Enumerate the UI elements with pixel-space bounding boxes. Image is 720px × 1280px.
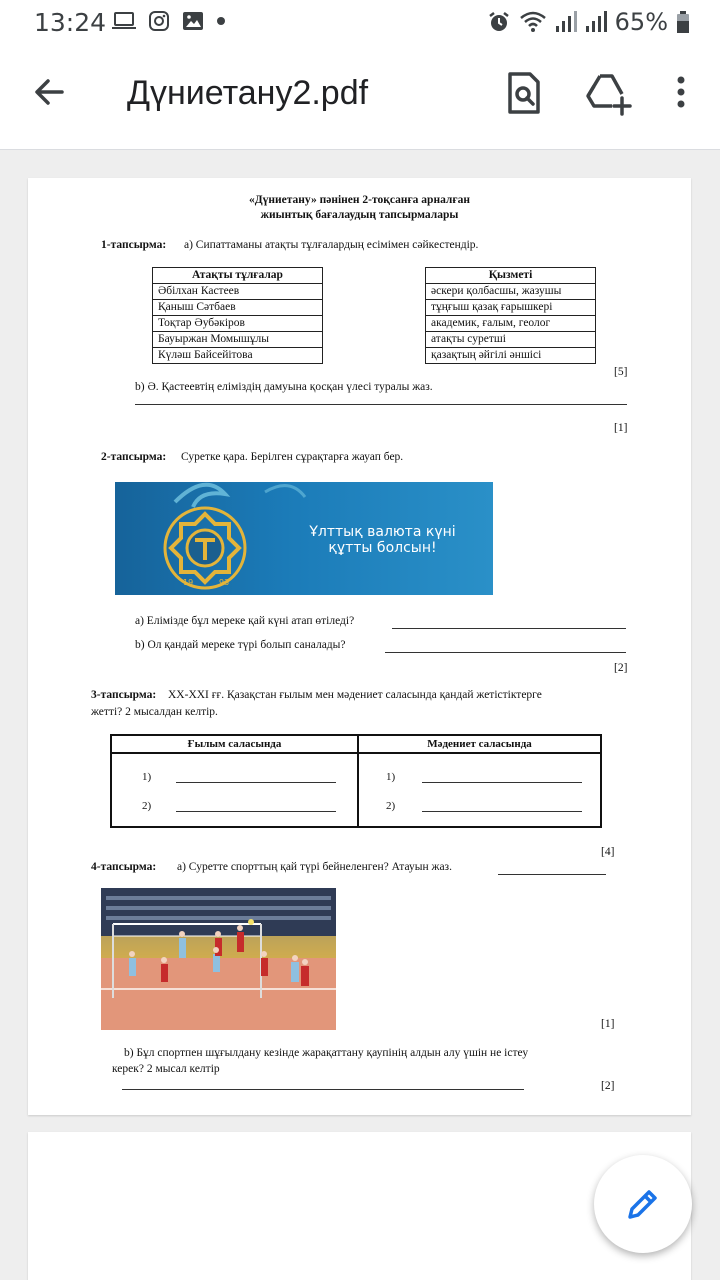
answer-line	[422, 811, 582, 812]
task4-b-line1: b) Бұл спортпен шұғылдану кезінде жарақаттану қаупінің алдын алу үшін не істеу	[124, 1047, 529, 1059]
battery-percent: 65%	[614, 8, 668, 36]
more-vert-icon	[666, 72, 696, 116]
volleyball-scene-icon	[101, 888, 336, 1030]
answer-line	[498, 874, 606, 875]
task3-score: [4]	[601, 846, 615, 858]
wifi-icon	[519, 10, 547, 34]
task1-b-text: b) Ә. Қастеевтің еліміздің дамуына қосқан үлесі туралы жаз.	[135, 381, 433, 393]
science-item-2-number: 2)	[142, 800, 152, 812]
back-button[interactable]	[28, 70, 72, 114]
banner-year-left: 19	[183, 578, 194, 587]
task2-label: 2-тапсырма:	[101, 451, 167, 463]
more-options-button[interactable]	[666, 72, 696, 116]
doc-title-line1: «Дүниетану» пәнінен 2-тоқсанға арналған	[249, 194, 470, 206]
achievements-table	[110, 734, 602, 828]
instagram-icon	[148, 10, 170, 32]
culture-item-2-number: 2)	[386, 800, 396, 812]
answer-line	[385, 652, 626, 653]
task1-score-a: [5]	[614, 366, 628, 378]
column-divider	[357, 736, 359, 826]
role-item: тұңғыш қазақ ғарышкері	[426, 300, 596, 316]
banner-line1: Ұлттық валюта күні	[309, 524, 456, 540]
pencil-icon	[625, 1186, 661, 1222]
task2-question-b: b) Ол қандай мереке түрі болып саналады?	[135, 639, 346, 651]
arrow-back-icon	[28, 70, 72, 114]
task3-text-line2: жетті? 2 мысалдан келтір.	[91, 706, 218, 718]
document-title: Дүниетану2.pdf	[127, 74, 369, 112]
add-to-drive-icon	[584, 72, 632, 116]
science-item-1-number: 1)	[142, 771, 152, 783]
pdf-page-2	[28, 1132, 691, 1280]
battery-icon	[676, 10, 690, 34]
answer-line	[392, 628, 626, 629]
answer-line	[135, 404, 627, 405]
role-item: академик, ғалым, геолог	[426, 316, 596, 332]
signal-icon	[555, 10, 577, 34]
task1-label: 1-тапсырма:	[101, 239, 167, 251]
task3-label: 3-тапсырма:	[91, 689, 157, 701]
task3-text-line1: XX-XXI ғғ. Қазақстан ғылым мен мәдениет саласында қандай жетістіктерге	[168, 689, 542, 701]
person-item: Күләш Байсейітова	[153, 348, 323, 364]
task2-text: Суретке қара. Берілген сұрақтарға жауап бер.	[181, 451, 404, 463]
person-item: Тоқтар Әубәкіров	[153, 316, 323, 332]
status-bar	[0, 0, 720, 46]
banner-year-right: 93	[219, 578, 230, 587]
find-in-document-button[interactable]	[502, 70, 546, 116]
task1-persons-table	[152, 267, 323, 364]
role-item: қазақтың әйгілі әншісі	[426, 348, 596, 364]
pdf-page-1	[28, 178, 691, 1115]
alarm-icon	[487, 10, 511, 34]
task2-question-a: а) Елімізде бұл мереке қай күні атап өтіледі?	[135, 615, 355, 627]
answer-line	[422, 782, 582, 783]
laptop-icon	[112, 11, 136, 31]
science-column-header: Ғылым саласында	[112, 736, 357, 754]
task4-score-b: [2]	[601, 1080, 615, 1092]
doc-title-line2: жиынтық бағалаудың тапсырмалары	[260, 209, 459, 221]
system-icons	[487, 8, 690, 36]
task4-label: 4-тапсырма:	[91, 861, 157, 873]
dot-icon	[216, 10, 226, 32]
notification-icons	[112, 10, 226, 32]
task1-score-b: [1]	[614, 422, 628, 434]
image-icon	[182, 10, 204, 32]
task4-score-a: [1]	[601, 1018, 615, 1030]
task4-text: а) Суретте спорттың қай түрі бейнеленген? Атауын жаз.	[177, 861, 452, 873]
banner-line2: құтты болсын!	[328, 540, 437, 556]
role-item: атақты суретші	[426, 332, 596, 348]
add-to-drive-button[interactable]	[584, 72, 632, 116]
task4-b-line2: керек? 2 мысал келтір	[112, 1063, 220, 1075]
app-bar	[0, 46, 720, 150]
persons-header: Атақты тұлғалар	[153, 268, 323, 284]
edit-fab-button[interactable]	[594, 1155, 692, 1253]
person-item: Бауыржан Момышұлы	[153, 332, 323, 348]
culture-item-1-number: 1)	[386, 771, 396, 783]
roles-header: Қызметі	[426, 268, 596, 284]
task1-roles-table	[425, 267, 596, 364]
signal-2-icon	[585, 10, 607, 34]
status-time: 13:24	[34, 8, 107, 37]
role-item: әскери қолбасшы, жазушы	[426, 284, 596, 300]
answer-line	[176, 811, 336, 812]
answer-line	[176, 782, 336, 783]
task2-score: [2]	[614, 662, 628, 674]
person-item: Қаныш Сәтбаев	[153, 300, 323, 316]
task1-text: а) Сипаттаманы атақты тұлғалардың есімімен сәйкестендір.	[184, 239, 479, 251]
find-in-page-icon	[502, 70, 546, 116]
culture-column-header: Мәдениет саласында	[359, 736, 600, 754]
currency-day-banner	[115, 482, 493, 595]
answer-line	[122, 1089, 524, 1090]
person-item: Әбілхан Кастеев	[153, 284, 323, 300]
volleyball-photo	[101, 888, 336, 1030]
